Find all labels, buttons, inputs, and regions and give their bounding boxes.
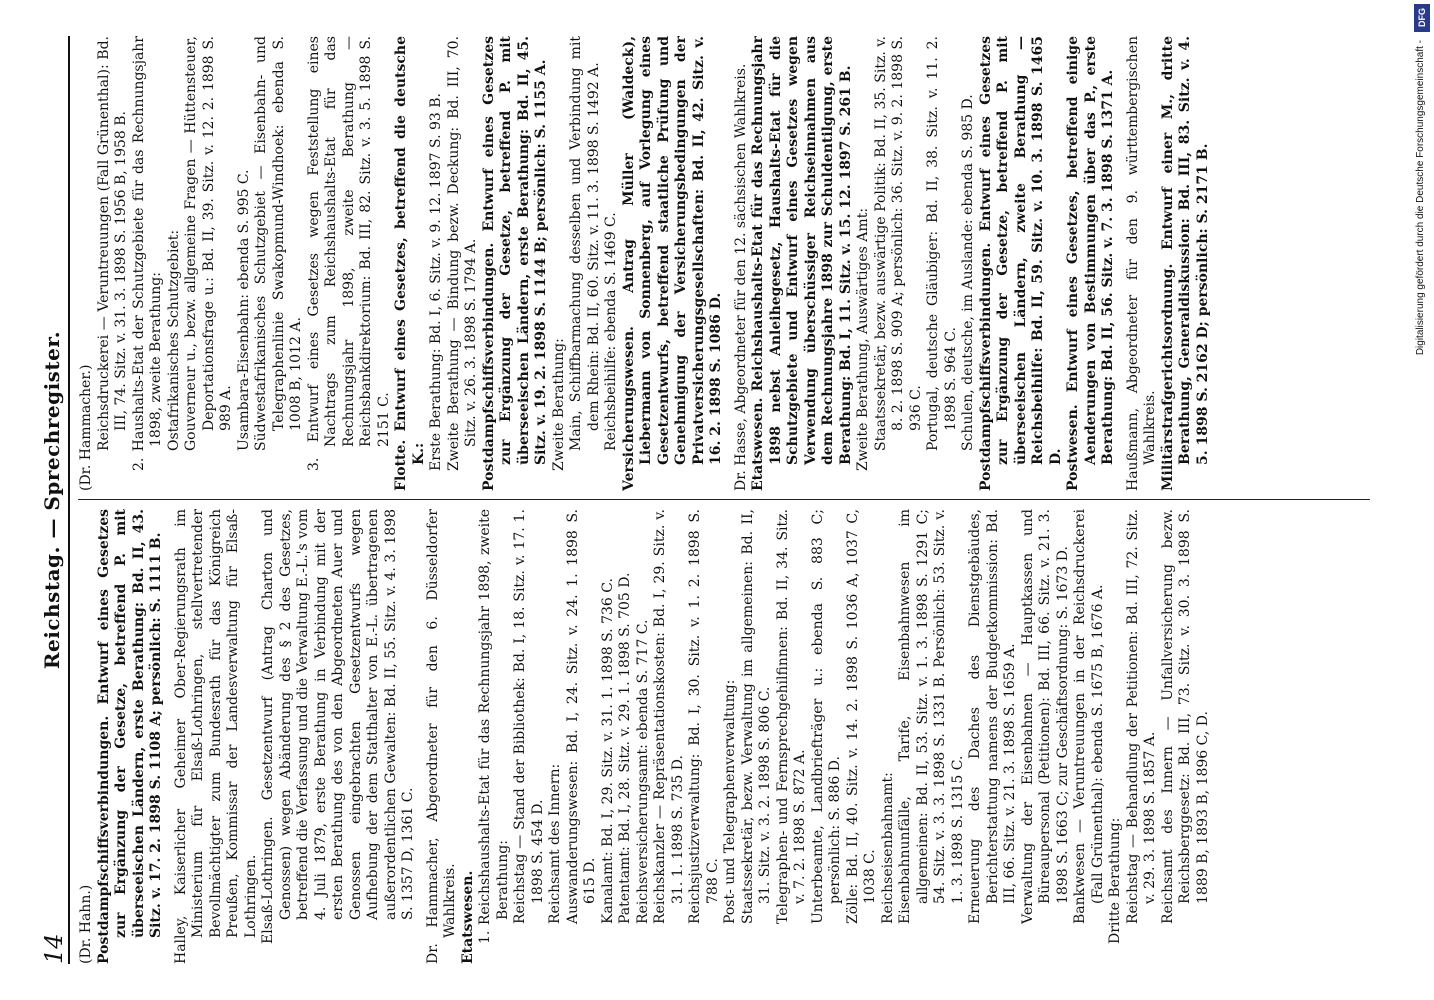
list-item: Zweite Berathung: bbox=[550, 338, 567, 471]
list-item: Haußmann, Abgeordneter für den 9. württembergischen Wahlkreis. bbox=[1124, 36, 1158, 491]
list-item: Dritte Berathung: bbox=[1107, 817, 1123, 944]
list-item: Verwaltung der Eisenbahnen — Hauptkassen und Büreaupersonal (Petitionen): Bd. III, 66. Sitz. v. 21. 3. 1898 S. 1663 C; zur Geschäftsordnung: S. 1673 D. bbox=[1019, 509, 1071, 924]
list-item: (Dr. Hahn.) bbox=[78, 884, 94, 964]
list-item: Reichsdruckerei — Veruntreuungen (Fall Grünenthal): Bd. III, 74. Sitz. v. 31. 3. 1898 S. 1956 B, 1958 B. bbox=[95, 36, 129, 451]
list-item: Reichsbeihilfe: ebenda S. 1469 C. bbox=[603, 212, 619, 451]
list-item: Post- und Telegraphenverwaltung: bbox=[722, 679, 738, 924]
list-item: Postwesen. Entwurf eines Gesetzes, betreffend einige Aenderungen von Bestimmungen über das P., erste Berathung: Bd. II, 56. Sitz. v. 7. 3. 1898 S. 1371 A. bbox=[1065, 36, 1116, 491]
list-item: Postdampfschiffsverbindungen. Entwurf eines Gesetzes zur Ergänzung der Gesetze, betreffend P. mit überseeischen Ländern, zweite Berathung — Reichsbeihilfe: Bd. II, 59. Sitz. v. 10. 3. 1898 S. 1465 D. bbox=[977, 36, 1064, 491]
list-item: Dr. Hasse, Abgeordneter für den 12. sächsischen Wahlkreis. bbox=[732, 63, 749, 491]
list-item: Usambara-Eisenbahn: ebenda S. 995 C. bbox=[235, 169, 252, 451]
list-item: Gouverneur u., bezw. allgemeine Fragen — Hüttensteuer, Deportationsfrage u.: Bd. II, 39. Sitz. v. 12. 2. 1898 S. 989 A. bbox=[183, 36, 234, 451]
list-item: 2. Haushalts-Etat der Schutzgebiete für das Rechnungsjahr 1898, zweite Berathung: bbox=[130, 36, 164, 471]
list-item: Zölle: Bd. II, 40. Sitz. v. 14. 2. 1898 S. 1036 A, 1037 C, 1038 C. bbox=[844, 509, 878, 924]
list-item: Reichsamt des Innern — Unfallversicherung bezw. Reichsberggesetz: Bd. III, 73. Sitz. v. 30. 3. 1898 S. 1889 B, 1893 B, 1896 C, D. bbox=[1159, 509, 1211, 924]
list-item: 1. Reichshaushalts-Etat für das Rechnungsjahr 1898, zweite Berathung: bbox=[477, 509, 511, 944]
list-item: Zweite Berathung, Auswärtiges Amt: bbox=[855, 207, 871, 471]
list-item: Telegraphen- und Fernsprechgehilfinnen: Bd. II, 34. Sitz. v. 7. 2. 1898 S. 872 A. bbox=[774, 509, 808, 924]
list-item: Staatssekretär, bezw. Verwaltung im allgemeinen: Bd. II, 31. Sitz. v. 3. 2. 1898 S. 806 C. bbox=[739, 509, 773, 924]
dfg-logo: DFG bbox=[1414, 4, 1430, 32]
list-item: Flotte. Entwurf eines Gesetzes, betreffend die deutsche K.: bbox=[393, 36, 427, 491]
list-item: Postdampfschiffsverbindungen. Entwurf eines Gesetzes zur Ergänzung der Gesetze, betreffend P. mit überseeischen Ländern, erste Berathung: Bd. II, 45. Sitz. v. 19. 2. 1898 S. 1144 B; persönlich: S. 1155 A. bbox=[480, 36, 549, 491]
list-item: Reichseisenbahnamt: bbox=[879, 772, 896, 924]
list-item: Reichskanzler — Repräsentationskosten: Bd. I, 29. Sitz. v. 31. 1. 1898 S. 735 D. bbox=[652, 509, 686, 924]
list-item: Reichsjustizverwaltung: Bd. I, 30. Sitz. v. 1. 2. 1898 S. 788 C. bbox=[687, 509, 721, 924]
list-item: Eisenbahnunfälle, Tarife, Eisenbahnwesen im allgemeinen: Bd. II, 53. Sitz. v. 1. 3. 1898 S. 1291 C; 54. Sitz. v. 3. 3. 1898 S. 1331 B. Persönlich: 53. Sitz. v. 1. 3. 1898 S. 1315 C. bbox=[897, 509, 966, 924]
list-item: Zweite Berathung — Bindung bezw. Deckung: Bd. III, 70. Sitz. v. 26. 3. 1898 S. 1794 A. bbox=[445, 36, 479, 471]
list-item: Etatswesen. bbox=[459, 870, 476, 964]
rotated-page bbox=[30, 0, 1410, 1000]
list-item: Kanalamt: Bd. I, 29. Sitz. v. 31. 1. 1898 S. 736 C. bbox=[599, 578, 616, 924]
list-item: Versicherungswesen. Antrag Müller (Waldeck), Liebermann von Sonnenberg, auf Vorlegung eines Gesetzentwurfs, betreffend staatliche Prüfung und Genehmigung der Versicherungsbedingungen der Privatversicherungsgesellschaften: Bd. II, 42. Sitz. v. 16. 2. 1898 S. 1086 D. bbox=[620, 36, 724, 491]
list-item: Reichsamt des Innern: bbox=[547, 763, 563, 924]
right-column bbox=[78, 36, 1390, 491]
list-item: Schulen, deutsche, im Auslande: ebenda S. 985 D. bbox=[960, 94, 976, 451]
column-divider bbox=[78, 499, 1370, 500]
list-item: Reichstag — Stand der Bibliothek: Bd. I, 18. Sitz. v. 17. 1. 1898 S. 454 D. bbox=[512, 509, 546, 924]
list-item: Main, Schiffbarmachung desselben und Verbindung mit dem Rhein: Bd. II, 60. Sitz. v. 11. 3. 1898 S. 1492 A. bbox=[568, 36, 602, 451]
list-item: Ostafrikanisches Schutzgebiet: bbox=[165, 229, 182, 451]
digitization-note: Digitalisierung gefördert durch die Deutsche Forschungsgemeinschaft - bbox=[1415, 40, 1426, 356]
list-item: Portugal, deutsche Gläubiger: Bd. II, 38. Sitz. v. 11. 2. 1898 S. 964 C. bbox=[925, 36, 959, 451]
list-item: Bankwesen — Veruntreuungen in der Reichsdruckerei (Fall Grünenthal): ebenda S. 1675 B, 1676 A. bbox=[1072, 509, 1106, 924]
list-item: (Dr. Hammacher.) bbox=[78, 364, 94, 491]
list-item: Unterbeamte, Landbriefträger u.: ebenda S. 883 C; persönlich: S. 886 D. bbox=[809, 509, 843, 924]
list-item: Reichstag — Behandlung der Petitionen: Bd. III, 72. Sitz. v. 29. 3. 1898 S. 1857 A. bbox=[1124, 509, 1158, 924]
page-header bbox=[38, 36, 70, 964]
left-column bbox=[78, 509, 1390, 964]
list-item: Militärstrafgerichtsordnung. Entwurf einer M., dritte Berathung, Generaldiskussion: Bd. III, 83. Sitz. v. 4. 5. 1898 S. 2162 D; persönlich: S. 2171 B. bbox=[1159, 36, 1211, 491]
list-item: Staatssekretär, bezw. auswärtige Politik: Bd. II, 35. Sitz. v. 8. 2. 1898 S. 909 A; persönlich: 36. Sitz. v. 9. 2. 1898 S. 936 C. bbox=[872, 36, 924, 451]
list-item: Patentamt: Bd. I, 28. Sitz. v. 29. 1. 1898 S. 705 D. bbox=[617, 572, 633, 924]
page-number: 14 bbox=[40, 933, 68, 964]
list-item: 3. Entwurf eines Gesetzes wegen Feststellung eines Nachtrags zum Reichshaushalts-Etat für das Rechnungsjahr 1898, zweite Berathung — Reichsbankdirektorium: Bd. III, 82. Sitz. v. 3. 5. 1898 S. 2151 C. bbox=[305, 36, 392, 471]
list-item: Auswanderungswesen: Bd. I, 24. Sitz. v. 24. 1. 1898 S. 615 D. bbox=[564, 509, 598, 924]
list-item: Erneuerung des Daches des Dienstgebäudes, Berichterstattung namens der Budgetkommission: Bd. III, 66. Sitz. v. 21. 3. 1898 S. 1659 A. bbox=[967, 509, 1018, 924]
list-item: Erste Berathung: Bd. I, 6. Sitz. v. 9. 12. 1897 S. 93 B. bbox=[428, 93, 444, 471]
list-item: Reichsversicherungsamt: ebenda S. 717 C. bbox=[634, 619, 651, 924]
list-item: Elsaß-Lothringen. Gesetzentwurf (Antrag Charton und Genossen) wegen Abänderung des § 2 des Gesetzes, betreffend die Verfassung und die Verwaltung E.-L.'s vom 4. Juli 1879, erste Berathung in Verbindung mit der ersten Berathung des von den Abgeordneten Auer und Genossen eingebrachten Gesetzentwurfs wegen Aufhebung der dem Statthalter von E.-L. übertragenen außerordentlichen Gewalten: Bd. II, 55. Sitz. v. 4. 3. 1898 S. 1357 D, 1361 C. bbox=[260, 509, 416, 944]
running-title: Reichstag. — Sprechregister. bbox=[40, 330, 64, 670]
register-columns bbox=[78, 36, 1390, 964]
list-item: Halley, Kaiserlicher Geheimer Ober-Regierungsrath im Ministerium für Elsaß-Lothringen, stellvertretender Bevollmächtigter zum Bundesrath für das Königreich Preußen, Kommissar der Landesverwaltung für Elsaß-Lothringen. bbox=[172, 509, 259, 964]
list-item: Südwestafrikanisches Schutzgebiet — Eisenbahn- und Telegraphenlinie Swakopmund-Windhoek: ebenda S. 1008 B, 1012 A. bbox=[253, 36, 304, 451]
list-item: Postdampfschiffsverbindungen. Entwurf eines Gesetzes zur Ergänzung der Gesetze, betreffend P. mit überseeischen Ländern, erste Berathung: Bd. II, 43. Sitz. v. 17. 2. 1898 S. 1108 A; persönlich: S. 1111 B. bbox=[95, 509, 164, 964]
list-item: Etatswesen. Reichshaushalts-Etat für das Rechnungsjahr 1898 nebst Anleihegesetz, Haushalts-Etat für die Schutzgebiete und Entwurf eines Gesetzes wegen Verwendung überschüssiger Reichseinnahmen aus dem Rechnungsjahre 1898 zur Schuldentilgung, erste Berathung: Bd. I, 11. Sitz. v. 15. 12. 1897 S. 261 B. bbox=[750, 36, 854, 491]
list-item: Dr. Hammacher, Abgeordneter für den 6. Düsseldorfer Wahlkreis. bbox=[424, 509, 458, 964]
